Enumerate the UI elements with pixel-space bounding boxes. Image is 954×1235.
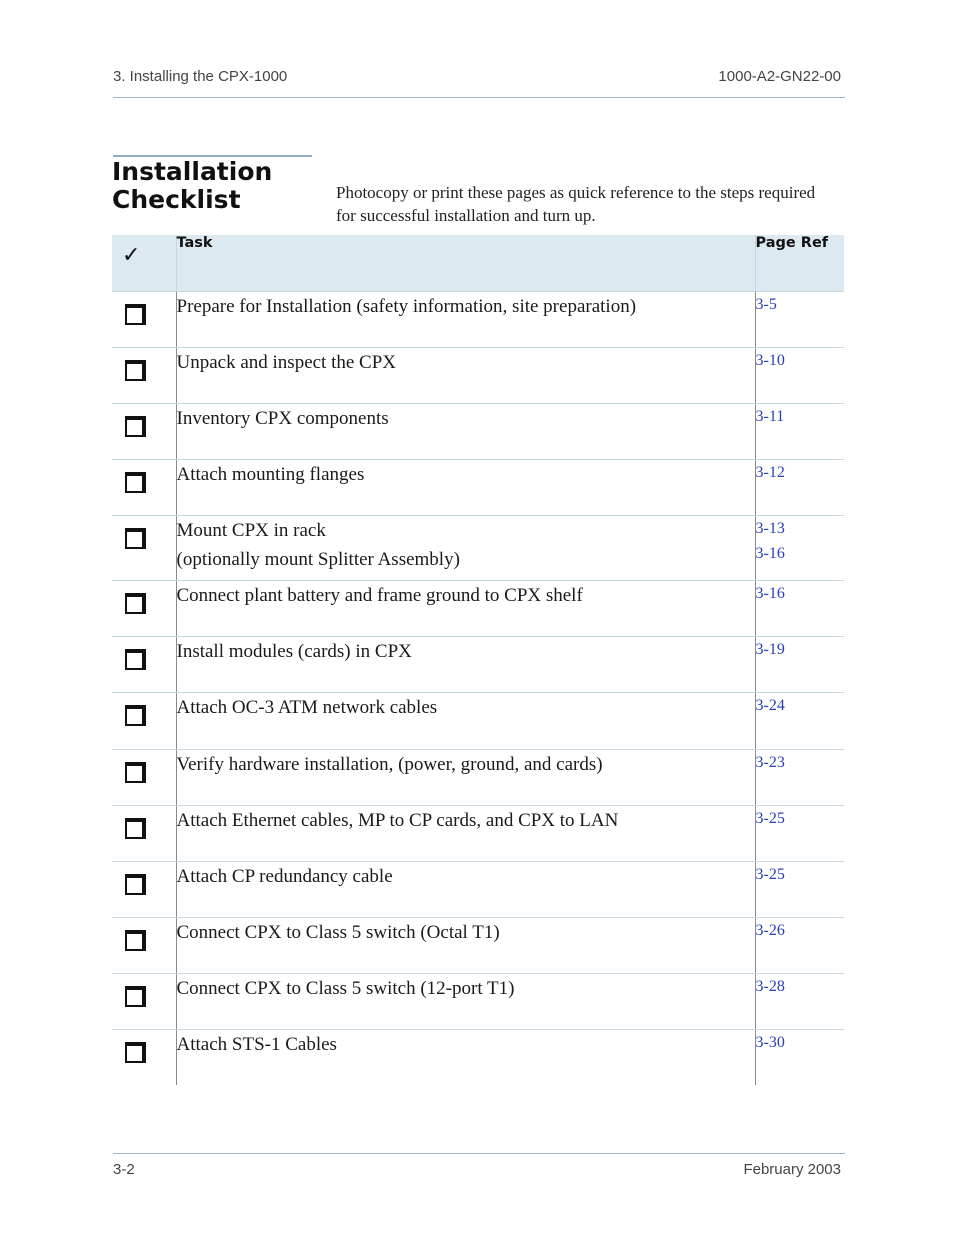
intro-text: Photocopy or print these pages as quick reference to the steps required for successful installation and turn up. [336,183,816,225]
page-ref-cell [755,459,844,515]
checkbox-icon[interactable] [125,818,146,839]
task-cell [176,749,755,805]
checkbox-cell [112,403,176,459]
checkbox-cell [112,636,176,692]
table-row [112,805,844,861]
task-text: Connect CPX to Class 5 switch (12-port T1) [176,977,515,999]
task-column-header: Task [176,235,755,291]
checkbox-icon[interactable] [125,1042,146,1063]
table-row [112,636,844,692]
page-ref-cell [755,1029,844,1085]
task-cell [176,636,755,692]
section-title-line-2: Checklist [112,185,241,214]
page-ref-cell [755,973,844,1029]
checkbox-cell [112,580,176,636]
page-number: 3-2 [113,1161,135,1178]
task-text: Attach OC-3 ATM network cables [176,696,438,718]
page-ref-cell [755,692,844,749]
task-text: Install modules (cards) in CPX [176,640,412,662]
table-row [112,459,844,515]
table-row [112,291,844,347]
page-ref-cell [755,749,844,805]
task-cell [176,1029,755,1085]
section-title [112,158,322,214]
page-ref-link[interactable]: 3-10 [755,351,785,369]
table-row [112,749,844,805]
task-cell [176,347,755,403]
task-text: (optionally mount Splitter Assembly) [176,548,460,570]
table-row [112,403,844,459]
task-cell [176,973,755,1029]
page-ref-link[interactable]: 3-25 [755,809,785,827]
chapter-title: 3. Installing the CPX-1000 [113,68,288,85]
task-text: Attach Ethernet cables, MP to CP cards, and CPX to LAN [176,809,619,831]
running-footer [113,1161,844,1181]
task-cell [176,291,755,347]
checkbox-icon[interactable] [125,472,146,493]
task-text: Connect plant battery and frame ground to CPX shelf [176,584,583,606]
checkbox-cell [112,692,176,749]
publication-date: February 2003 [743,1161,841,1178]
checkbox-icon[interactable] [125,705,146,726]
checkbox-icon[interactable] [125,593,146,614]
page-ref-cell [755,917,844,973]
page-ref-cell [755,805,844,861]
checkbox-icon[interactable] [125,528,146,549]
footer-divider [113,1153,845,1154]
checkbox-icon[interactable] [125,360,146,381]
task-text: Unpack and inspect the CPX [176,351,397,373]
table-header-row [112,235,844,291]
checkbox-icon[interactable] [125,649,146,670]
task-cell [176,580,755,636]
page-ref-link[interactable]: 3-16 [755,584,785,602]
checkbox-cell [112,515,176,580]
page-ref-link[interactable]: 3-5 [755,295,777,313]
installation-checklist-table [112,235,844,1085]
checkbox-cell [112,917,176,973]
running-header [113,68,844,88]
table-row [112,861,844,917]
checkbox-icon[interactable] [125,304,146,325]
page-ref-cell [755,515,844,580]
task-cell [176,459,755,515]
page-ref-cell [755,580,844,636]
task-text: Verify hardware installation, (power, ground, and cards) [176,753,603,775]
checkbox-cell [112,459,176,515]
checkbox-cell [112,861,176,917]
page-ref-cell [755,347,844,403]
checkbox-cell [112,749,176,805]
checkbox-icon[interactable] [125,930,146,951]
checkbox-cell [112,347,176,403]
document-number: 1000-A2-GN22-00 [718,68,841,85]
page-ref-link[interactable]: 3-23 [755,753,785,771]
page-ref-link[interactable]: 3-12 [755,463,785,481]
checkbox-icon[interactable] [125,874,146,895]
page-ref-link[interactable]: 3-25 [755,865,785,883]
task-text: Mount CPX in rack [176,519,326,541]
task-cell [176,692,755,749]
task-cell [176,917,755,973]
checkbox-cell [112,805,176,861]
page-ref-link[interactable]: 3-28 [755,977,785,995]
checkbox-cell [112,973,176,1029]
table-row [112,580,844,636]
page-ref-cell [755,403,844,459]
table-row [112,917,844,973]
section-title-line-1: Installation [112,157,273,186]
page-ref-cell [755,636,844,692]
check-column-header [112,235,176,291]
checkbox-cell [112,1029,176,1085]
page-ref-link[interactable]: 3-19 [755,640,785,658]
table-row [112,973,844,1029]
page-ref-link[interactable]: 3-13 [755,519,785,537]
page-ref-link[interactable]: 3-26 [755,921,785,939]
task-cell [176,515,755,580]
task-text: Inventory CPX components [176,407,389,429]
checkbox-icon[interactable] [125,416,146,437]
page-ref-link[interactable]: 3-16 [755,544,785,562]
header-divider [113,97,845,98]
checkbox-cell [112,291,176,347]
page-ref-link[interactable]: 3-24 [755,696,785,714]
task-cell [176,805,755,861]
task-text: Attach STS-1 Cables [176,1033,337,1055]
page-ref-column-header: Page Ref [755,235,844,291]
table-row [112,515,844,580]
table-row [112,347,844,403]
page-ref-cell [755,291,844,347]
checklist-body [112,291,844,1085]
task-text: Prepare for Installation (safety information, site preparation) [176,295,637,317]
page-ref-link[interactable]: 3-11 [755,407,785,425]
table-row [112,1029,844,1085]
page-ref-cell [755,861,844,917]
task-cell [176,861,755,917]
task-cell [176,403,755,459]
checkmark-icon: ✓ [122,243,141,268]
task-text: Connect CPX to Class 5 switch (Octal T1) [176,921,500,943]
checkbox-icon[interactable] [125,986,146,1007]
page-ref-link[interactable]: 3-30 [755,1033,785,1051]
task-text: Attach CP redundancy cable [176,865,393,887]
checkbox-icon[interactable] [125,762,146,783]
table-row [112,692,844,749]
task-text: Attach mounting flanges [176,463,365,485]
